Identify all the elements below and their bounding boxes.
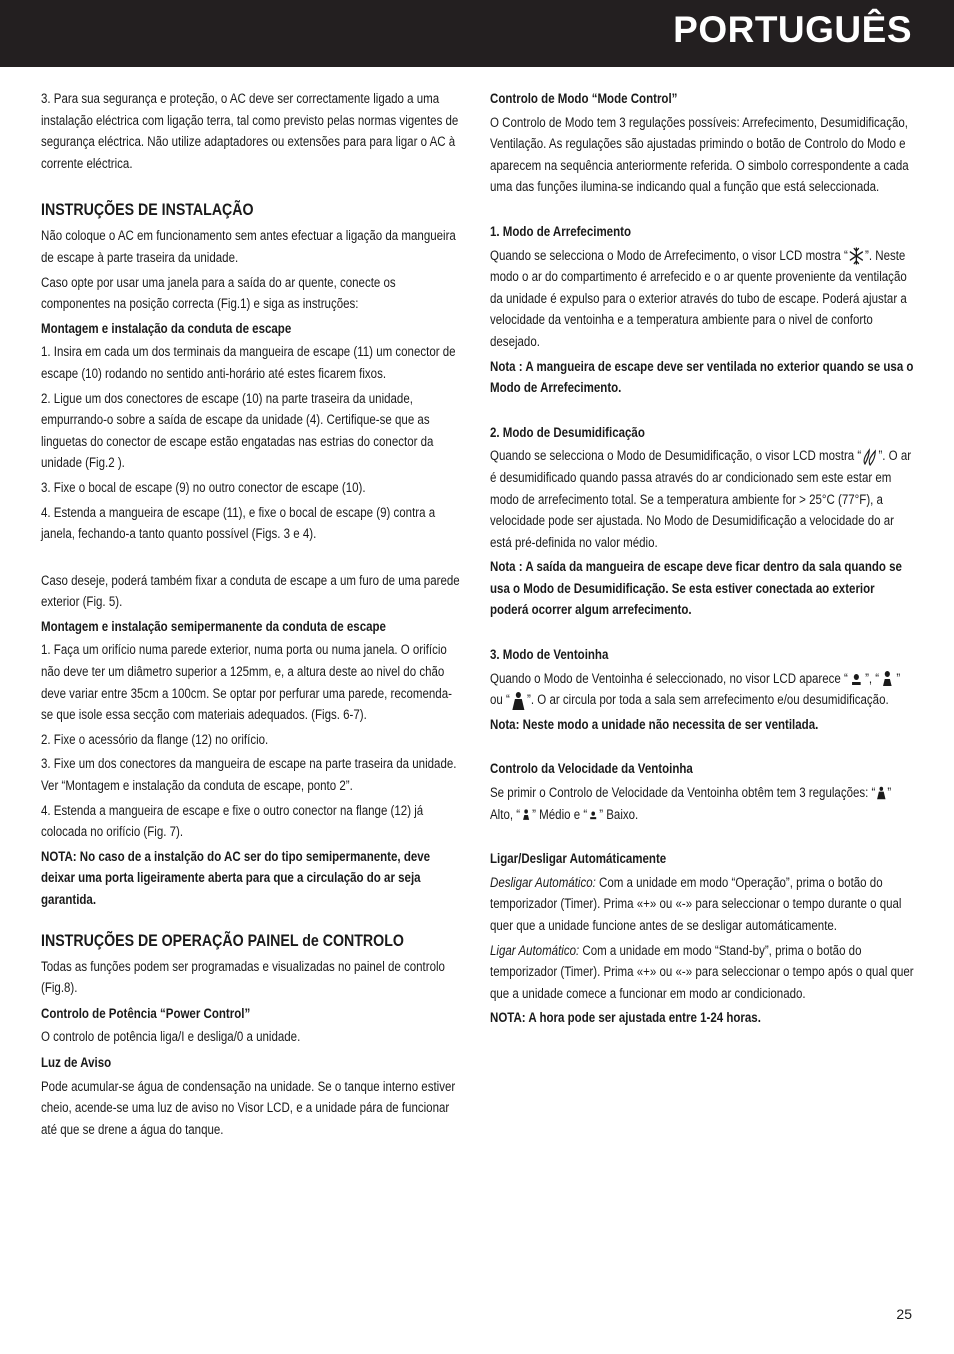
mode-heading: Controlo de Modo “Mode Control”	[490, 91, 678, 106]
semi-step-1: 1. Faça um orifício numa parede exterior, numa porta ou numa janela. O orifício não deve ter um diâmetro superior a 125mm, e, a altura deste ao nivel do chão deve variar entre 35cm a 100cm. Se optar por perfurar uma parede, recomenda-se que isole essa secção com materiais adequados. (Figs. 6-7).	[41, 642, 452, 723]
left-column	[41, 88, 461, 1143]
timer-note: NOTA: A hora pode ser ajustada entre 1-24 horas.	[490, 1010, 761, 1026]
operation-paragraph: Todas as funções podem ser programadas e visualizadas no painel de controlo (Fig.8).	[41, 958, 445, 996]
fan-speed-mid-icon	[520, 808, 532, 822]
cool-heading: 1. Modo de Arrefecimento	[490, 223, 631, 239]
mount-heading: Montagem e instalação da conduta de escape	[41, 320, 292, 336]
wall-paragraph: Caso deseje, poderá também fixar a conduta de escape a um furo de uma parede exterior (Fig. 5).	[41, 572, 460, 610]
snowflake-icon	[848, 246, 865, 266]
warning-heading: Luz de Aviso	[41, 1054, 112, 1070]
mode-paragraph: O Controlo de Modo tem 3 regulações possíveis: Arrefecimento, Desumidificação, Ventilação. As regulações são ajustadas primindo o botão de Controlo do Modo e aparecem na sequência anteriormente referida. O simbolo correspondente a cada uma das funções ilumina-se indicando qual a função que está seleccionada.	[490, 114, 909, 195]
mount-step-1: 1. Insira em cada um dos terminais da mangueira de escape (11) um conector de escape (10) rodando no sentido anti-horário até estes ficarem fixos.	[41, 344, 456, 381]
installation-paragraph-2: Caso opte por usar uma janela para a saída do ar quente, conecte os componentes na posição correcta (Fig.1) e siga as instruções:	[41, 274, 396, 312]
fan-low-icon	[848, 669, 865, 689]
timer-heading: Ligar/Desligar Automáticamente	[490, 851, 667, 867]
fan-note: Nota: Neste modo a unidade não necessita de ser ventilada.	[490, 716, 819, 732]
warning-paragraph: Pode acumular-se água de condensação na unidade. Se o tanque interno estiver cheio, acende-se uma luz de aviso no Visor LCD, e a unidade pára de funcionar até que se drene a água do tanque.	[41, 1078, 456, 1137]
fan-high-icon	[510, 691, 527, 711]
operation-heading: INSTRUÇÕES DE OPERAÇÃO PAINEL de CONTROLO	[41, 931, 404, 950]
semi-mount-heading: Montagem e instalação semipermanente da conduta de escape	[41, 618, 386, 634]
semi-note: NOTA: No caso de a instalção do AC ser do tipo semipermanente, deve deixar uma porta ligeiramente aberta para que a circulação do ar seja garantida.	[41, 848, 431, 907]
semi-step-2: 2. Fixe o acessório da flange (12) no orifício.	[41, 731, 269, 747]
droplet-icon	[861, 447, 878, 467]
safety-paragraph: 3. Para sua segurança e proteção, o AC deve ser correctamente ligado a uma instalação eléctrica com ligação terra, tal como previsto pelas normas vigentes de segurança eléctrica. Não utilize adaptadores ou extensões para para ligar o AC à corrente eléctrica.	[41, 91, 459, 171]
mount-step-4: 4. Estenda a mangueira de escape (11), e fixe o bocal de escape (9) contra a janela, fechando-a tanto quanto possível (Figs. 3 e 4).	[41, 504, 436, 542]
installation-heading: INSTRUÇÕES DE INSTALAÇÃO	[41, 201, 254, 220]
dry-note: Nota : A saída da mangueira de escape deve ficar dentro da sala quando se usa o Modo de Desumidificação. Se esta estiver conectada ao exterior poderá ocorrer algum arrefecimento.	[490, 559, 902, 618]
power-paragraph: O controlo de potência liga/I e desliga/0 a unidade.	[41, 1029, 301, 1045]
auto-off-paragraph: Desligar Automático: Com a unidade em modo “Operação”, prima o botão do temporizador (Timer). Prima «+» ou «-» para seleccionar o tempo durante o qual quer que a unidade funcione antes de se desligar automáticamente.	[490, 874, 902, 933]
semi-step-3: 3. Fixe um dos conectores da mangueira de escape na parte traseira da unidade. Ver “Montagem e instalação da conduta de escape, ponto 2”.	[41, 756, 457, 794]
auto-on-paragraph: Ligar Automático: Com a unidade em modo “Stand-by”, prima o botão do temporizador (Timer). Prima «+» ou «-» para seleccionar o tempo após o qual quer que a unidade comece a funcionar em modo ar condicionado.	[490, 942, 914, 1001]
mount-step-3: 3. Fixe o bocal de escape (9) no outro conector de escape (10).	[41, 479, 366, 495]
dry-paragraph: Quando se selecciona o Modo de Desumidificação, o visor LCD mostra “ ”. O ar é desumidificado quando passa através do ar condicionado sem este estar em modo de arrefecimento total. Se a temperatura ambiente for > 25°C (77°F), a velocidade pode ser ajustada. No Modo de Desumidificação a velocidade do ar está pré-definida no valor médio.	[490, 448, 912, 550]
power-heading: Controlo de Potência “Power Control”	[41, 1005, 251, 1021]
semi-step-4: 4. Estenda a mangueira de escape e fixe o outro conector na flange (12) já colocada no orifício (Fig. 7).	[41, 802, 424, 840]
cool-note: Nota : A mangueira de escape deve ser ventilada no exterior quando se usa o Modo de Arrefecimento.	[490, 358, 914, 396]
speed-heading: Controlo da Velocidade da Ventoinha	[490, 761, 693, 777]
fan-heading: 3. Modo de Ventoinha	[490, 647, 609, 663]
dry-heading: 2. Modo de Desumidificação	[490, 424, 645, 440]
right-column	[490, 88, 915, 1032]
installation-paragraph-1: Não coloque o AC em funcionamento sem antes efectuar a ligação da mangueira de escape à parte traseira da unidade.	[41, 228, 456, 265]
mount-step-2: 2. Ligue um dos conectores de escape (10) na parte traseira da unidade, empurrando-o sobre a saída de escape da unidade (4). Certifique-se que as linguetas do conector de escape estão engatadas nas estrias do conector da unidade (Fig.2 ).	[41, 390, 434, 471]
cool-paragraph: Quando se selecciona o Modo de Arrefecimento, o visor LCD mostra “ ”. Neste modo o ar do compartimento é arrefecido e o ar quente proveniente da ventilação da unidade é expulso para o exterior através do tubo de escape. Poderá ajustar a velocidade da ventoinha e a temperatura ambiente para o nivel de conforto desejado.	[490, 247, 907, 349]
fan-mid-icon	[879, 669, 896, 689]
page-title: PORTUGUÊS	[673, 9, 912, 50]
fan-speed-low-icon	[587, 808, 599, 822]
header-bar	[0, 0, 954, 67]
page-number: 25	[896, 1306, 912, 1322]
fan-paragraph: Quando o Modo de Ventoinha é seleccionado, no visor LCD aparece “ ”, “ ” ou “ ”. O ar circula por toda a sala sem arrefecimento e/ou desumidificação.	[490, 668, 915, 711]
fan-speed-high-icon	[875, 786, 887, 800]
speed-paragraph: Se primir o Controlo de Velocidade da Ventoinha obtêm tem 3 regulações: “ ” Alto, “ ” Médio e “ ” Baixo.	[490, 785, 892, 822]
